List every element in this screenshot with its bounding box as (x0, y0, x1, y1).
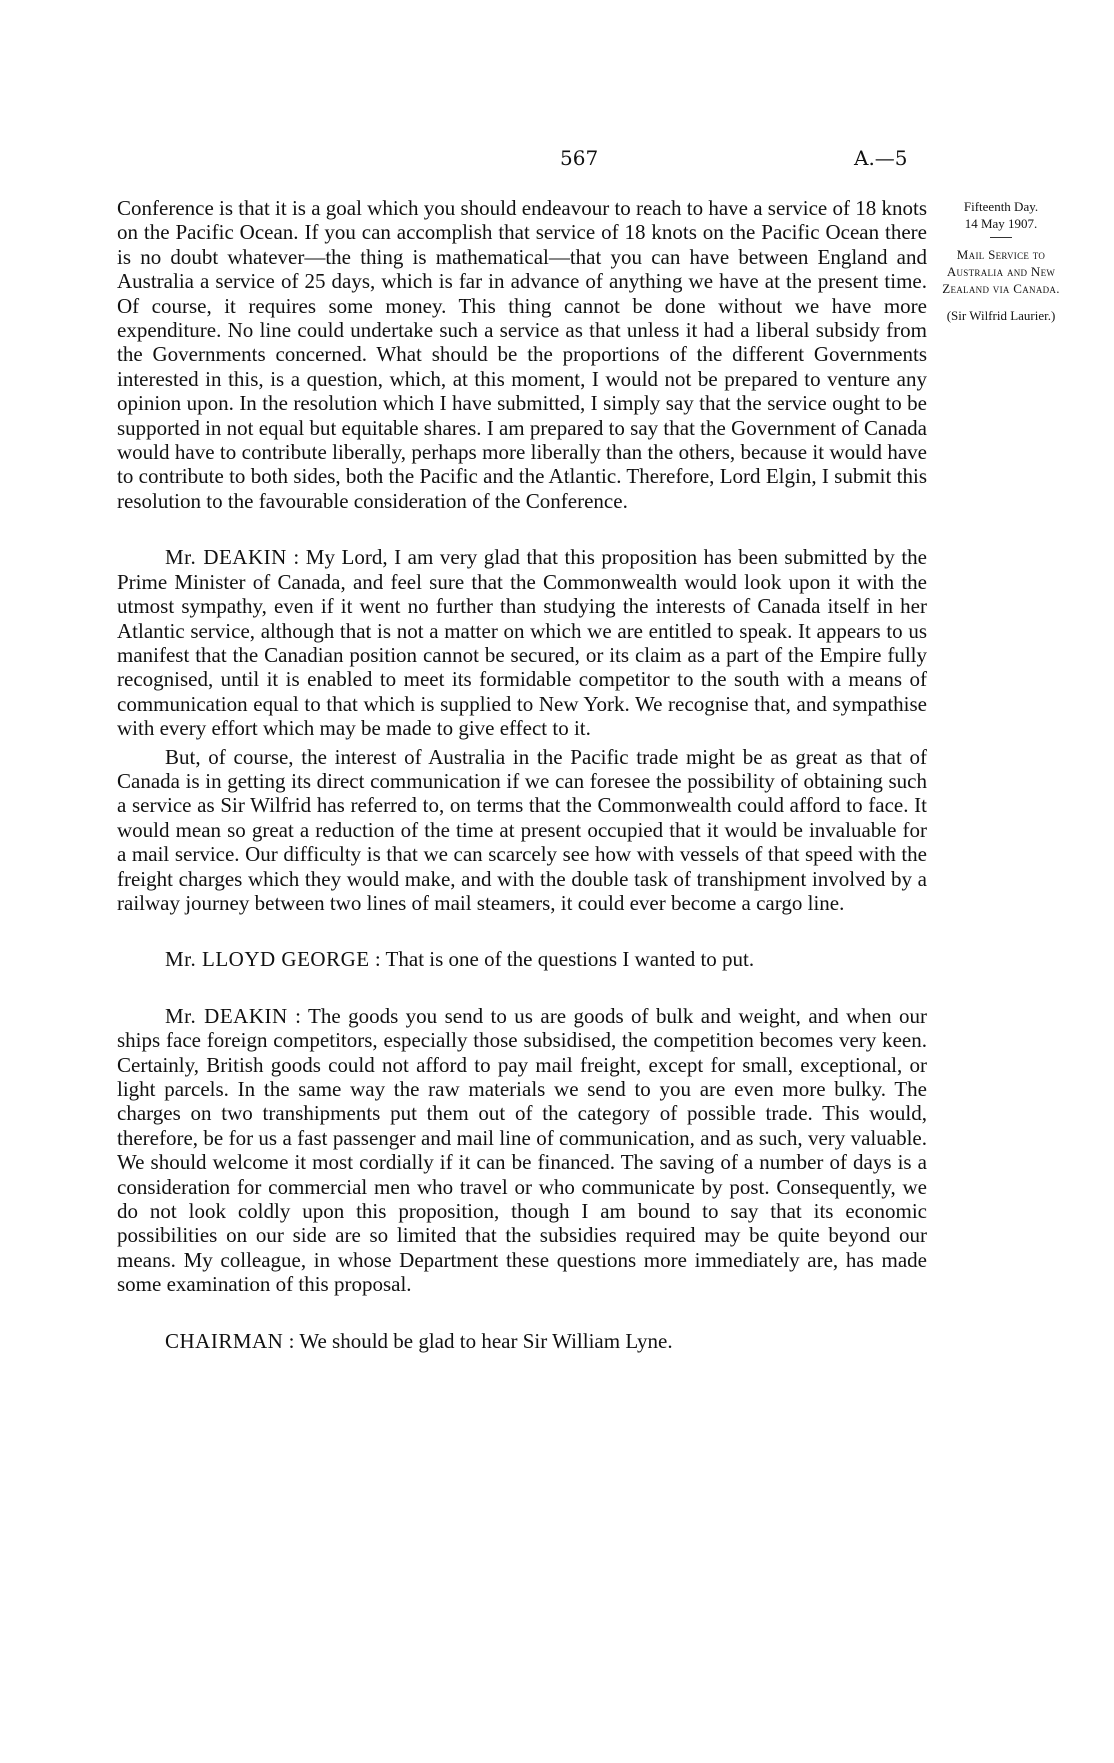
paragraph-deakin-1: Mr. DEAKIN : My Lord, I am very glad that this proposition has been submitted by the Prime Minister of Canada, and feel sure that the Commonwealth would look upon it with the utmost sympathy, even if it went no further than studying the interests of Canada itself in her Atlantic service, although that is not a matter on which we are entitled to speak. It appears to us manifest that the Canadian position cannot be secured, or its claim as a part of the Empire fully recognised, until it is enabled to meet its formidable competitor to the south with a means of communication equal to that which is supplied to New York. We recognise that, and sympathise with every effort which may be made to give effect to it. (117, 545, 927, 741)
paragraph-deakin-3: Mr. DEAKIN : The goods you send to us are goods of bulk and weight, and when our ships face foreign competitors, especially those subsidised, the competition becomes very keen. Certainly, British goods could not afford to pay mail freight, except for small, exceptional, or light parcels. In the same way the raw materials we send to you are even more bulky. The charges on two transhipments put them out of the category of possible trade. This would, therefore, be for us a fast passenger and mail line of communication, and as such, very valuable. We should welcome it most cordially if it can be financed. The saving of a number of days is a consideration for commercial men who travel or who communicate by post. Consequently, we do not look coldly upon this proposition, though I am bound to say that its economic possibilities on our side are so limited that the subsidies required may be quite beyond our means. My colleague, in whose Department these questions more immediately are, has made some examination of this proposal. (117, 1003, 927, 1297)
paragraph-continuation: Conference is that it is a goal which you should endeavour to reach to have a service of 18 knots on the Pacific Ocean. If you can accomplish that service of 18 knots on the Pacific Ocean there is no doubt whatever—the thing is mathematical—that you can have between England and Australia a service of 25 days, which is far in advance of anything we have at the present time. Of course, it requires some money. This thing cannot be done without we have more expenditure. No line could undertake such a service as that unless it had a liberal subsidy from the Governments concerned. What should be the proportions of the different Governments interested in this, is a question, which, at this moment, I would not be prepared to venture any opinion upon. In the resolution which I have submitted, I simply say that the service ought to be supported in not equal but equitable shares. I am prepared to say that the Government of Canada would have to contribute liberally, perhaps more liberally than the others, because it would have to contribute to both sides, both the Pacific and the Atlantic. Therefore, Lord Elgin, I submit this resolution to the favourable consideration of the Conference. (117, 196, 928, 513)
paragraph-lloyd-george: Mr. LLOYD GEORGE : That is one of the questions I wanted to put. (165, 947, 755, 972)
paragraph-text: My Lord, I am very glad that this proposition has been submitted by the Prime Minister of Canada, and feel sure that the Commonwealth would look upon it with the utmost sympathy, even if it went no further than studying the interests of Canada itself in her Atlantic service, although that is not a matter on which we are entitled to speak. It appears to us manifest that the Canadian position cannot be secured, or its claim as a part of the Empire fully recognised, until it is enabled to meet its formidable competitor to the south with a means of communication equal to that which is supplied to New York. We recognise that, and sympathise with every effort which may be made to give effect to it. (117, 545, 927, 741)
speaker-name: CHAIRMAN (165, 1328, 284, 1353)
margin-note (936, 198, 1066, 324)
paragraph-text: That is one of the questions I wanted to put. (385, 947, 755, 972)
margin-note-subject: Mail Service to Australia and New Zealand via Canada. (942, 247, 1060, 296)
speaker-name: Mr. LLOYD GEORGE (165, 947, 370, 972)
paragraph-text: The goods you send to us are goods of bulk and weight, and when our ships face foreign competitors, especially those subsidised, the competition becomes very keen. Certainly, British goods could not afford to pay mail freight, except for small, exceptional, or light parcels. In the same way the raw materials we send to you are even more bulky. The charges on two transhipments put them out of the category of possible trade. This would, therefore, be for us a fast passenger and mail line of communication, and as such, very valuable. We should welcome it most cordially if it can be financed. The saving of a number of days is a consideration for commercial men who travel or who communicate by post. Consequently, we do not look coldly upon this proposition, though I am bound to say that its economic possibilities on our side are so limited that the subsidies required may be quite beyond our means. My colleague, in whose Department these questions more immediately are, has made some examination of this proposal. (117, 1003, 927, 1297)
margin-note-day: Fifteenth Day. (963, 199, 1039, 214)
main-text (117, 196, 927, 1353)
margin-note-speaker: (Sir Wilfrid Laurier.) (946, 308, 1056, 323)
document-reference: A.—5 (854, 146, 908, 170)
speaker-name: Mr. DEAKIN (165, 1003, 288, 1028)
paragraph-text: We should be glad to hear Sir William Lyne. (299, 1328, 673, 1353)
speaker-name: Mr. DEAKIN (165, 545, 287, 570)
margin-note-date: 14 May 1907. (964, 216, 1038, 231)
page-number: 567 (560, 146, 599, 170)
paragraph-deakin-2: But, of course, the interest of Australia in the Pacific trade might be as great as that of Canada is in getting its direct communication if we can foresee the possibility of obtaining such a service as Sir Wilfrid has referred to, on terms that the Commonwealth could afford to face. It would mean so great a reduction of the time at present occupied that it would be invaluable for a mail service. Our difficulty is that we can scarcely see how with vessels of that speed with the freight charges which they would make, and with the double task of transhipment involved by a railway journey between two lines of mail steamers, it could ever become a cargo line. (117, 744, 927, 915)
margin-note-divider (990, 237, 1012, 238)
paragraph-chairman: CHAIRMAN : We should be glad to hear Sir William Lyne. (165, 1328, 673, 1353)
